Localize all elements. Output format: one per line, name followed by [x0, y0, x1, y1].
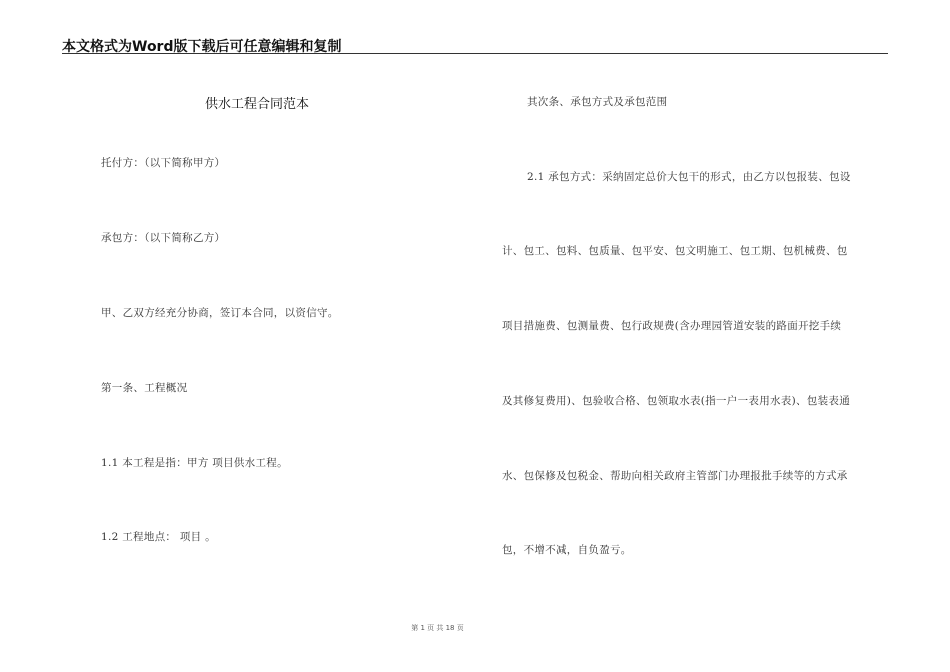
- paragraph-article-1-heading: 第一条、工程概况: [101, 382, 188, 394]
- paragraph-article-2-heading: 其次条、承包方式及承包范围: [527, 96, 668, 108]
- paragraph-clause-1-2: 1.2 工程地点： 项目 。: [101, 531, 216, 543]
- paragraph-clause-2-1-line-6: 包，不增不减，自负盈亏。: [502, 544, 632, 556]
- paragraph-clause-2-1-line-5: 水、包保修及包税金、帮助向相关政府主管部门办理报批手续等的方式承: [502, 470, 848, 482]
- paragraph-contractor: 承包方：（以下简称乙方）: [101, 232, 226, 244]
- paragraph-clause-2-1-line-1: 2.1 承包方式：采纳固定总价大包干的形式，由乙方以包报装、包设: [527, 171, 851, 183]
- page-number-footer: 第 1 页 共 18 页: [411, 624, 464, 632]
- paragraph-client: 托付方：（以下简称甲方）: [101, 157, 226, 169]
- document-title: 供水工程合同范本: [205, 97, 310, 112]
- header-divider: [62, 53, 888, 54]
- document-header-banner: 本文格式为Word版下载后可任意编辑和复制: [62, 39, 342, 55]
- paragraph-clause-1-1: 1.1 本工程是指：甲方 项目供水工程。: [101, 457, 288, 469]
- paragraph-agreement: 甲、乙双方经充分协商，签订本合同，以资信守。: [101, 307, 339, 319]
- paragraph-clause-2-1-line-4: 及其修复费用)、包验收合格、包领取水表(指一户一表用水表)、包装表通: [502, 395, 850, 407]
- paragraph-clause-2-1-line-2: 计、包工、包料、包质量、包平安、包文明施工、包工期、包机械费、包: [502, 245, 848, 257]
- paragraph-clause-2-1-line-3: 项目措施费、包测量费、包行政规费(含办理园管道安装的路面开挖手续: [502, 320, 842, 332]
